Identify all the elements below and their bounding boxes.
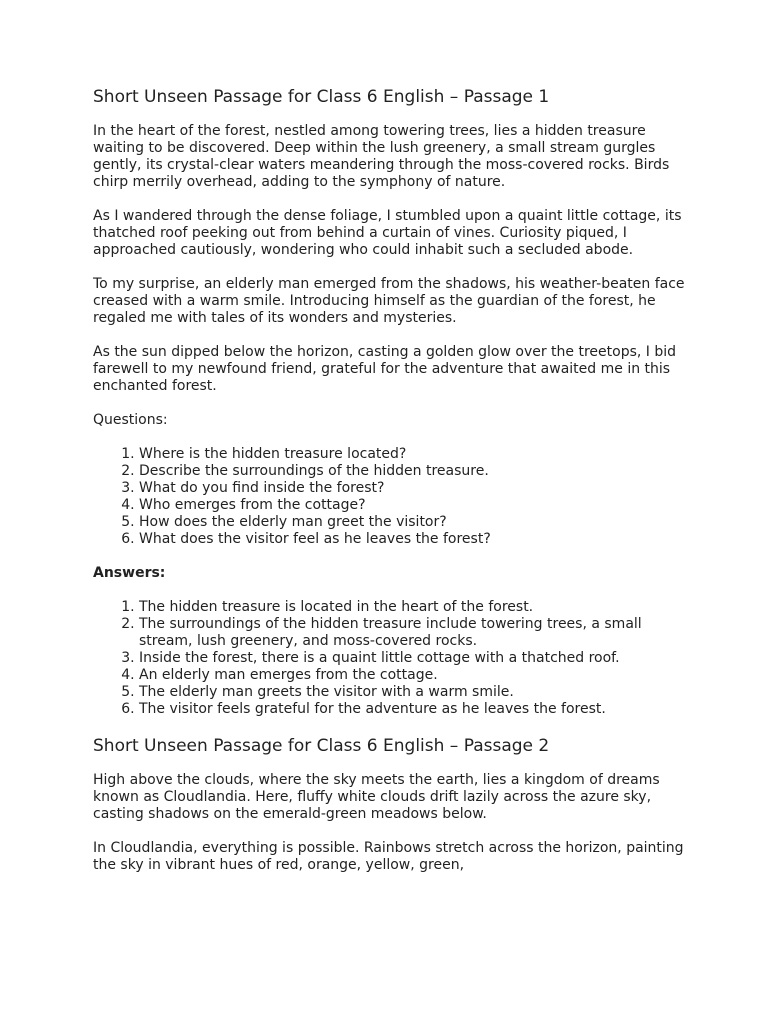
passage-2-paragraph-2: In Cloudlandia, everything is possible. Rainbows stretch across the horizon, painting the sky in vibrant hues of red, orange, yellow, green,: [93, 840, 684, 873]
document-page: [93, 86, 693, 891]
questions-list: [93, 446, 693, 548]
answer-item: 1. The hidden treasure is located in the heart of the forest.: [139, 599, 693, 616]
question-item: 5. How does the elderly man greet the visitor?: [139, 514, 693, 531]
question-item: 4. Who emerges from the cottage?: [139, 497, 693, 514]
passage-1-paragraph-2: As I wandered through the dense foliage, I stumbled upon a quaint little cottage, its thatched roof peeking out from behind a curtain of vines. Curiosity piqued, I approached cautiously, wondering who could inhabit such a secluded abode.: [93, 208, 682, 258]
passage-2-paragraph-1: High above the clouds, where the sky meets the earth, lies a kingdom of dreams known as Cloudlandia. Here, fluffy white clouds drift lazily across the azure sky, casting shadows on the emerald-green meadows below.: [93, 772, 660, 822]
passage-1-title: Short Unseen Passage for Class 6 English – Passage 1: [93, 87, 550, 107]
passage-1-paragraph-4: As the sun dipped below the horizon, casting a golden glow over the treetops, I bid farewell to my newfound friend, grateful for the adventure that awaited me in this enchanted forest.: [93, 344, 677, 394]
passage-1-paragraph-1: In the heart of the forest, nestled among towering trees, lies a hidden treasure waiting to be discovered. Deep within the lush greenery, a small stream gurgles gently, its crystal-clear waters meandering through the moss-covered rocks. Birds chirp merrily overhead, adding to the symphony of nature.: [93, 123, 670, 190]
answer-item: 4. An elderly man emerges from the cottage.: [139, 667, 693, 684]
answers-list: [93, 599, 693, 718]
question-item: 3. What do you find inside the forest?: [139, 480, 693, 497]
question-item: 6. What does the visitor feel as he leaves the forest?: [139, 531, 693, 548]
passage-2-title: Short Unseen Passage for Class 6 English – Passage 2: [93, 736, 550, 756]
answer-item: 6. The visitor feels grateful for the adventure as he leaves the forest.: [139, 701, 693, 718]
question-item: 2. Describe the surroundings of the hidden treasure.: [139, 463, 693, 480]
question-item: 1. Where is the hidden treasure located?: [139, 446, 693, 463]
answer-item: 2. The surroundings of the hidden treasure include towering trees, a small stream, lush greenery, and moss-covered rocks.: [139, 616, 693, 650]
questions-label: Questions:: [93, 412, 168, 428]
answers-label: Answers:: [93, 565, 166, 581]
answer-item: 3. Inside the forest, there is a quaint little cottage with a thatched roof.: [139, 650, 693, 667]
passage-1-paragraph-3: To my surprise, an elderly man emerged from the shadows, his weather-beaten face creased with a warm smile. Introducing himself as the guardian of the forest, he regaled me with tales of its wonders and mysteries.: [93, 276, 685, 326]
answer-item: 5. The elderly man greets the visitor with a warm smile.: [139, 684, 693, 701]
